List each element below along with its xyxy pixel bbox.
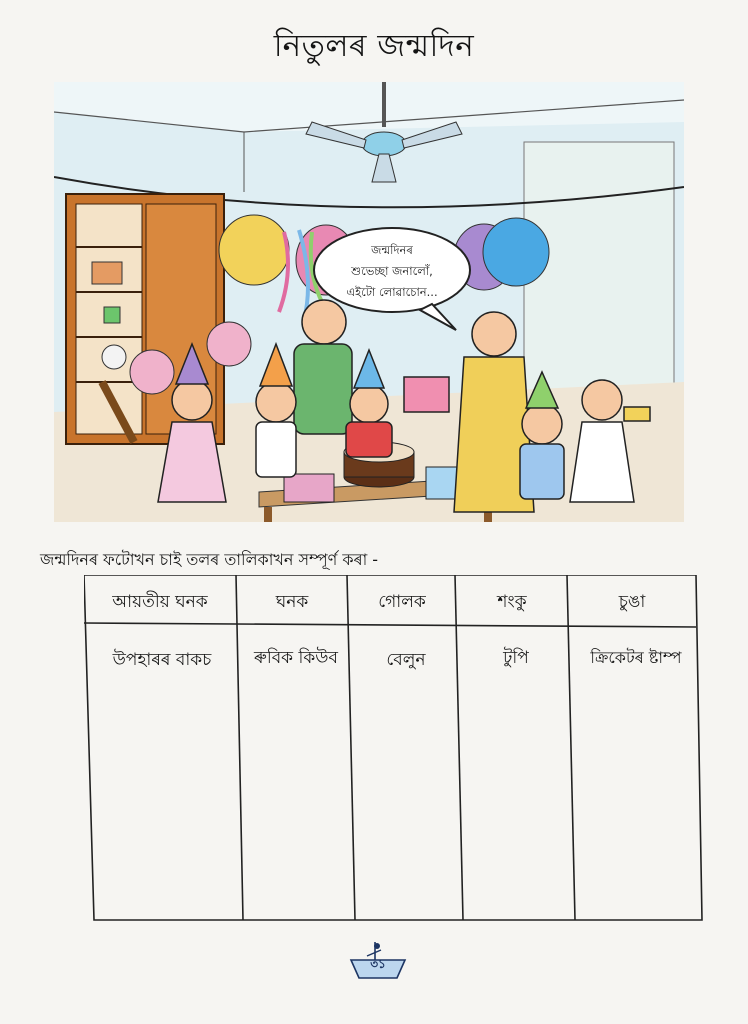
table-header-cell: চুঙা: [618, 592, 646, 612]
page-title: নিতুলৰ জন্মদিন: [273, 28, 475, 64]
table-header-cell: ঘনক: [275, 592, 309, 612]
table-header-cell: গোলক: [378, 592, 426, 612]
speech-bubble-line: জন্মদিনৰ: [371, 243, 413, 257]
table-header-cell: আয়তীয় ঘনক: [112, 592, 208, 612]
table-cell: ৰুবিক কিউব: [254, 648, 338, 668]
page-number: ৩১: [370, 957, 386, 971]
table-cell: টুপি: [503, 648, 529, 668]
table-cell: ক্ৰিকেটৰ ষ্টাম্প: [590, 648, 682, 667]
page-number-badge: [347, 940, 409, 984]
speech-bubble-line: এইটো লোৱাচোন...: [346, 285, 438, 299]
speech-bubble-line: শুভেচ্ছা জনালোঁ,: [351, 264, 433, 278]
table-cell: উপহাৰৰ বাকচ: [112, 650, 212, 670]
instruction-text: জন্মদিনৰ ফটোখন চাই তলৰ তালিকাখন সম্পূৰ্ণ কৰা -: [40, 550, 379, 569]
table-header-cell: শংকু: [497, 592, 527, 612]
birthday-party-illustration: [54, 82, 684, 522]
table-cell: বেলুন: [386, 650, 426, 670]
